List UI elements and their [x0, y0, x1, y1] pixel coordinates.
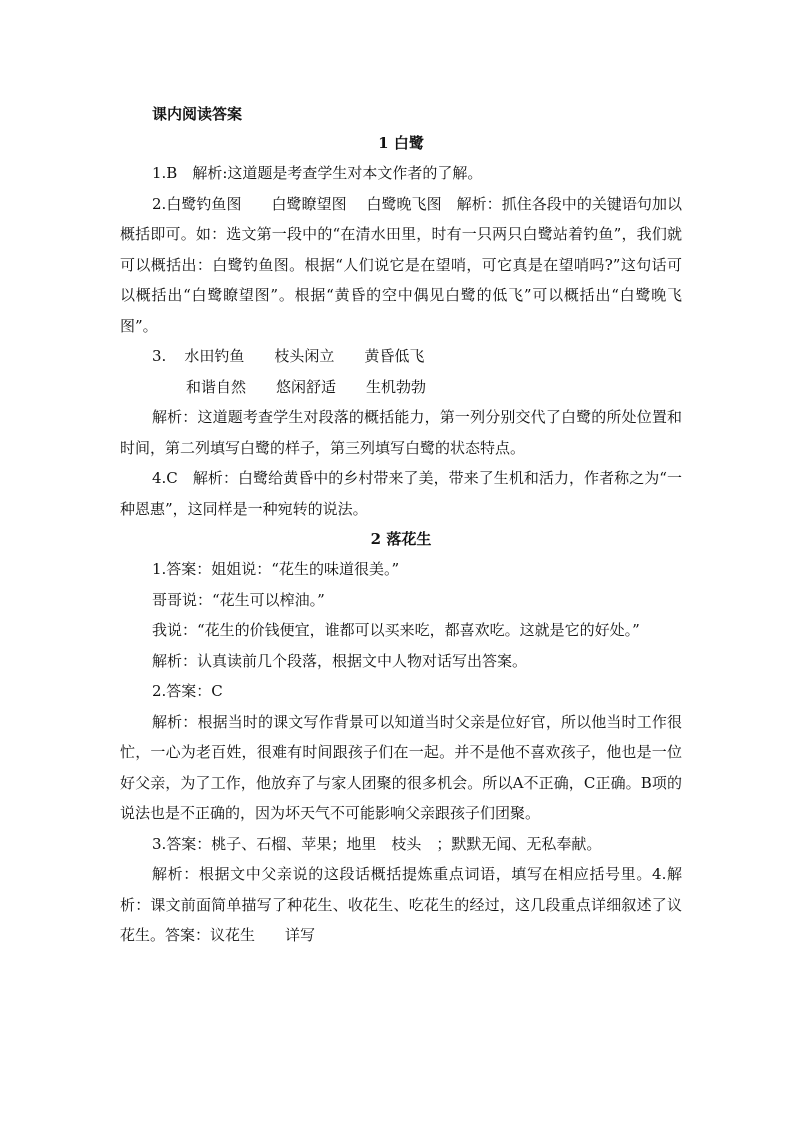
answer-2-1-a: 1.答案：姐姐说：“花生的味道很美。” — [152, 560, 400, 578]
answer-1-3-cell: 黄昏低飞 — [364, 347, 425, 365]
document-title: 课内阅读答案 — [152, 105, 243, 123]
answer-2-2-analysis: 解析：根据当时的课文写作背景可以知道当时父亲是位好官，所以他当时工作很忙，一心为老百姓，很难有时间跟孩子们在一起。并不是他不喜欢孩子，他也是一位好父亲，为了工作，他放弃了与家人团聚的很多机会。所以A不正确，C正确。B项的说法也是不正确的，因为坏天气不可能影响父亲跟孩子们团聚。 — [120, 712, 682, 822]
section-title-luohuasheng: 2 落花生 — [370, 530, 432, 548]
answer-2-1-analysis: 解析：认真读前几个段落，根据文中人物对话写出答案。 — [152, 651, 528, 670]
answer-1-3-row-2 — [120, 372, 682, 403]
answer-1-3-cell: 枝头闲立 — [274, 347, 335, 365]
answer-2-1-c: 我说：“花生的价钱便宜，谁都可以买来吃，都喜欢吃。这就是它的好处。” — [152, 621, 640, 639]
answer-1-2: 2.白鹭钓鱼图 白鹭瞭望图 白鹭晚飞图 解析：抓住各段中的关键语句加以概括即可。如：选文第一段中的“在清水田里，时有一只两只白鹭站着钓鱼”，我们就可以概括出：白鹭钓鱼图。根据“人们说它是在望哨，可它真是在望哨吗?”这句话可以概括出“白鹭瞭望图”。根据“黄昏的空中偶见白鹭的低飞”可以概括出“白鹭晚飞图”。 — [120, 194, 682, 335]
answer-1-3-number: 3. — [152, 347, 167, 365]
answer-1-3-cell: 悠闲舒适 — [276, 377, 337, 396]
answer-1-1: 1.B 解析:这道题是考查学生对本文作者的了解。 — [152, 164, 483, 182]
answer-1-3-cell: 水田钓鱼 — [184, 347, 245, 365]
answer-1-3-row-1 — [120, 341, 682, 372]
answer-1-3-analysis: 解析：这道题考查学生对段落的概括能力，第一列分别交代了白鹭的所处位置和时间，第二列填写白鹭的样子，第三列填写白鹭的状态特点。 — [120, 408, 682, 457]
answer-2-1-b: 哥哥说：“花生可以榨油。” — [152, 590, 325, 609]
answer-2-3: 3.答案：桃子、石榴、苹果；地里 枝头 ；默默无闻、无私奉献。 — [152, 834, 602, 853]
answer-1-3-cell: 和谐自然 — [186, 377, 247, 396]
answer-2-3-analysis: 解析：根据文中父亲说的这段话概括提炼重点词语，填写在相应括号里。4.解析：课文前面简单描写了种花生、收花生、吃花生的经过，这几段重点详细叙述了议花生。答案：议花生 详写 — [120, 865, 682, 944]
answer-2-2: 2.答案：C — [152, 682, 223, 700]
answer-1-4: 4.C 解析：白鹭给黄昏中的乡村带来了美，带来了生机和活力，作者称之为“一种恩惠”，这同样是一种宛转的说法。 — [120, 469, 682, 518]
answer-1-3-cell: 生机勃勃 — [366, 377, 427, 396]
document-content — [120, 100, 682, 951]
section-title-bailu: 1 白鹭 — [378, 134, 424, 152]
